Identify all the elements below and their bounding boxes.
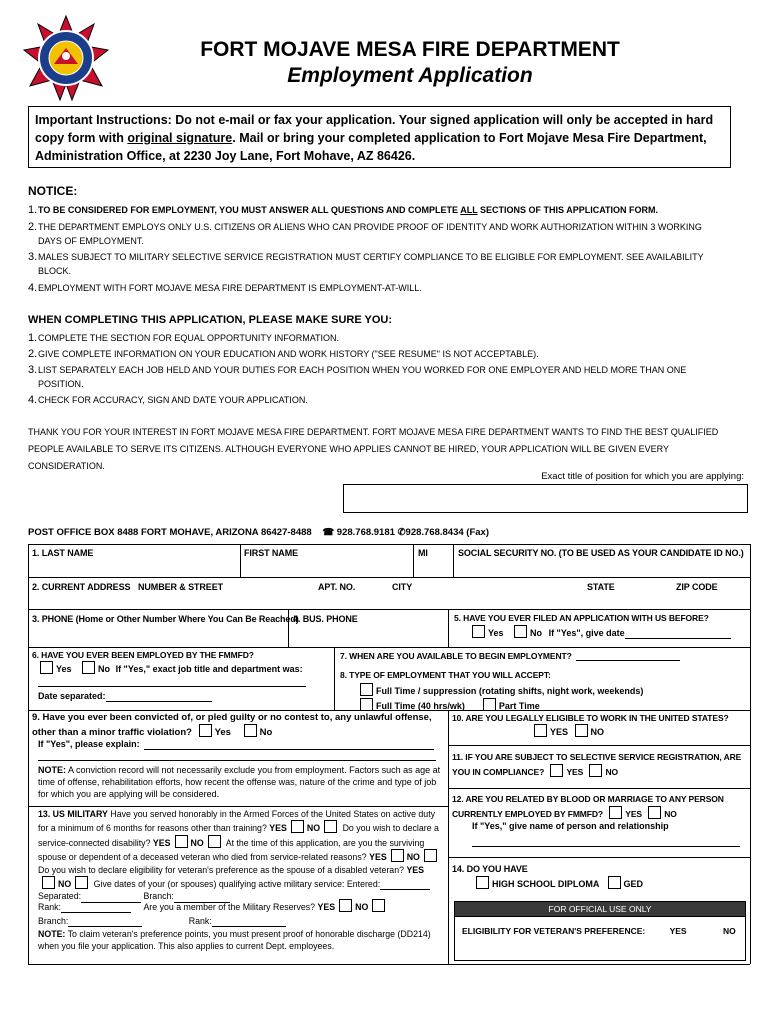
first-name-label: FIRST NAME	[244, 548, 298, 558]
fax-number: 928.768.8434 (Fax)	[405, 527, 489, 538]
q6-job-title-field[interactable]	[38, 685, 306, 687]
q13-spouse-yes-checkbox[interactable]	[391, 849, 404, 862]
fax-icon: ✆	[397, 527, 406, 538]
q9-explain-label: If "Yes", please explain:	[38, 738, 434, 750]
q11-no-checkbox[interactable]	[589, 764, 602, 777]
q7-date-field[interactable]	[576, 650, 680, 661]
q9-explain-field[interactable]	[144, 739, 434, 750]
position-label: Exact title of position for which you are applying:	[541, 471, 744, 482]
q10-yes-checkbox[interactable]	[534, 724, 547, 737]
q6-yes-checkbox[interactable]	[40, 661, 53, 674]
q13-entered-field[interactable]	[380, 880, 430, 890]
q13-reserve-yes-checkbox[interactable]	[339, 899, 352, 912]
instructions-underlined: original signature	[127, 131, 233, 145]
q13-branch-rank-row: Branch: Rank:	[38, 915, 286, 927]
completing-item: 3. LIST SEPARATELY EACH JOB HELD AND YOUR DUTIES FOR EACH POSITION WHEN YOU WORKED FOR ONE EMPLOYER AND HELD MORE THAN ONE POSITION.	[28, 364, 687, 389]
q12-relationship-field[interactable]	[472, 846, 740, 847]
q14-high-school-checkbox[interactable]	[476, 876, 489, 889]
completing-item: 2. GIVE COMPLETE INFORMATION ON YOUR EDUCATION AND WORK HISTORY ("SEE RESUME" IS NOT ACCEPTABLE).	[28, 348, 539, 360]
q11-yes-checkbox[interactable]	[550, 764, 563, 777]
q8-fulltime-40-checkbox[interactable]	[360, 698, 373, 711]
q6-date-label: Date separated:	[38, 690, 212, 702]
q11-label: 11. IF YOU ARE SUBJECT TO SELECTIVE SERVICE REGISTRATION, ARE YOU IN COMPLIANCE? YES NO	[452, 752, 742, 777]
notice-item: 3. MALES SUBJECT TO MILITARY SELECTIVE SERVICE REGISTRATION MUST CERTIFY COMPLIANCE TO BE ELIGIBLE FOR EMPLOYMENT. SEE AVAILABILITY BLOCK.	[28, 251, 704, 276]
state-label: STATE	[587, 582, 615, 592]
q8-fulltime-suppression-checkbox[interactable]	[360, 683, 373, 696]
street-label: NUMBER & STREET	[138, 582, 224, 592]
q9-explain-field-2[interactable]	[38, 760, 436, 761]
q14-label: 14. DO YOU HAVE	[452, 864, 528, 874]
contact-line	[28, 527, 489, 538]
q5-answers: Yes No If "Yes", give date	[468, 625, 731, 639]
q13-disability-no-checkbox[interactable]	[208, 835, 221, 848]
q8-label: 8. TYPE OF EMPLOYMENT THAT YOU WILL ACCEPT:	[340, 670, 551, 680]
phone-icon: ☎	[322, 527, 335, 538]
q7-label: 7. WHEN ARE YOU AVAILABLE TO BEGIN EMPLOYMENT?	[340, 650, 680, 661]
phone-label: 3. PHONE (Home or Other Number Where You Can Be Reached)	[32, 614, 299, 624]
q12-label: 12. ARE YOU RELATED BY BLOOD OR MARRIAGE TO ANY PERSON CURRENTLY EMPLOYED BY FMMFD? YES NO	[452, 794, 724, 819]
q13-spouse-no-checkbox[interactable]	[424, 849, 437, 862]
q12-give-label: If "Yes," give name of person and relationship	[472, 821, 669, 831]
vet-pref-row: ELIGIBILITY FOR VETERAN'S PREFERENCE: YES NO	[462, 926, 736, 936]
vet-pref-no: NO	[722, 926, 736, 936]
q9-yes-checkbox[interactable]	[199, 724, 212, 737]
apt-label: APT. NO.	[318, 582, 356, 592]
notice-item: 4. EMPLOYMENT WITH FORT MOJAVE MESA FIRE DEPARTMENT IS EMPLOYMENT-AT-WILL.	[28, 282, 422, 294]
important-instructions-box	[28, 106, 731, 168]
q13-served-no-checkbox[interactable]	[324, 820, 337, 833]
q12-yes-checkbox[interactable]	[609, 806, 622, 819]
zip-label: ZIP CODE	[676, 582, 718, 592]
q5-date-field[interactable]	[625, 628, 731, 639]
q9-note: NOTE: A conviction record will not necessarily exclude you from employment. Factors such as age at time of offense, rehabilitation efforts, how recent the offense was, nature of the crime and type of job for which you are applying will be considered.	[38, 765, 441, 799]
page-title: FORT MOJAVE MESA FIRE DEPARTMENT	[200, 38, 620, 61]
instructions-tail: . Mail or bring your completed application to Fort Mojave Mesa Fire Department, Administration Office, at 2230 Joy Lane, Fort Mohave, AZ 86426.	[35, 131, 707, 163]
q13-disabled-spouse-yes-checkbox[interactable]	[42, 876, 55, 889]
q13-disability-yes-checkbox[interactable]	[175, 835, 188, 848]
q5-yes-checkbox[interactable]	[472, 625, 485, 638]
completing-item: 1. COMPLETE THE SECTION FOR EQUAL OPPORTUNITY INFORMATION.	[28, 332, 340, 344]
completing-item: 4. CHECK FOR ACCURACY, SIGN AND DATE YOUR APPLICATION.	[28, 394, 308, 406]
phone-number: 928.768.9181	[336, 527, 395, 538]
thank-you-text: THANK YOU FOR YOUR INTEREST IN FORT MOJAVE MESA FIRE DEPARTMENT. FORT MOJAVE MESA FIRE DEPARTMENT WANTS TO FIND THE BEST QUALIFIED PEOPLE AVAILABLE TO SERVE ITS CITIZENS. ALTHOUGH EVERYONE WHO APPLIES CANNOT BE HIRED, YOUR APPLICATION WILL BE GIVEN EVERY CONSIDERATION.	[28, 427, 719, 471]
q14-ged-checkbox[interactable]	[608, 876, 621, 889]
q13-rank-row: Rank: Are you a member of the Military Reserves? YES NO	[38, 899, 388, 913]
q8-options: Full Time / suppression (rotating shifts, night work, weekends) Full Time (40 hrs/wk) Part Time	[356, 683, 643, 713]
q6-label: 6. HAVE YOU EVER BEEN EMPLOYED BY THE FMMFD?	[32, 650, 254, 660]
q10-label: 10. ARE YOU LEGALLY ELIGIBLE TO WORK IN THE UNITED STATES?	[452, 713, 729, 723]
instructions-lead: Important Instructions: Do not e-mail or fax your application. Your signed application will only be accepted in hard copy form with	[35, 113, 714, 145]
notice-list	[28, 202, 740, 296]
official-use-box	[454, 901, 746, 961]
completing-heading: WHEN COMPLETING THIS APPLICATION, PLEASE MAKE SURE YOU:	[28, 314, 393, 326]
middle-initial-label: MI	[418, 548, 428, 558]
department-logo	[22, 14, 110, 102]
q10-no-checkbox[interactable]	[575, 724, 588, 737]
q6-date-field[interactable]	[106, 691, 212, 702]
q9-question: 9. Have you ever been convicted of, or pled guilty or no contest to, any unlawful offense, other than a minor traffic violation? Yes No	[32, 712, 432, 738]
last-name-label: 1. LAST NAME	[32, 548, 94, 558]
q13-rank-field[interactable]	[61, 903, 131, 913]
city-label: CITY	[392, 582, 413, 592]
bus-phone-label: 4. BUS. PHONE	[293, 614, 358, 624]
official-use-header: FOR OFFICIAL USE ONLY	[455, 902, 745, 917]
q6-no-checkbox[interactable]	[82, 661, 95, 674]
q13-note: NOTE: To claim veteran's preference points, you must present proof of honorable discharge (DD214) when you file your application. This also applies to current Dept. employees.	[38, 929, 431, 951]
po-box-address: POST OFFICE BOX 8488 FORT MOHAVE, ARIZONA 86427-8488	[28, 527, 312, 538]
q5-no-checkbox[interactable]	[514, 625, 527, 638]
current-address-label: 2. CURRENT ADDRESS	[32, 582, 131, 592]
ssn-label: SOCIAL SECURITY NO. (TO BE USED AS YOUR CANDIDATE ID NO.)	[458, 548, 744, 558]
q13-disabled-spouse-no-checkbox[interactable]	[75, 876, 88, 889]
q10-answers: YES NO	[530, 724, 604, 738]
q13-military: 13. US MILITARY Have you served honorably in the Armed Forces of the United States on active duty for a minimum of 6 months for reasons other than training? YES NO Do you wish to declare a service-connected disability? YES NO At the time of this application, are you the surviving spouse or dependent of a deceased veteran who died from service-related reasons? YES NO Do you wish to declare eligibility for veteran's preference as the spouse of a disabled veteran? YESNO Give dates of your (or spouses) qualifying active military service: Entered: Separated: Branch:	[38, 809, 439, 902]
q9-no-checkbox[interactable]	[244, 724, 257, 737]
page-subtitle: Employment Application	[287, 64, 533, 87]
completing-list	[28, 331, 740, 407]
notice-item: 2. THE DEPARTMENT EMPLOYS ONLY U.S. CITIZENS OR ALIENS WHO CAN PROVIDE PROOF OF IDENTITY AND WORK AUTHORIZATION WITHIN 3 WORKING DAYS OF EMPLOYMENT.	[28, 221, 702, 246]
q13-reserve-no-checkbox[interactable]	[372, 899, 385, 912]
vet-pref-yes: YES	[669, 926, 687, 936]
q6-answers: Yes No If "Yes," exact job title and department was:	[36, 661, 303, 675]
position-input[interactable]	[343, 484, 748, 513]
q5-label: 5. HAVE YOU EVER FILED AN APPLICATION WITH US BEFORE?	[454, 613, 709, 623]
q13-reserve-branch-field[interactable]	[68, 917, 142, 927]
notice-item: 1. TO BE CONSIDERED FOR EMPLOYMENT, YOU MUST ANSWER ALL QUESTIONS AND COMPLETE ALL SECTIONS OF THIS APPLICATION FORM.	[28, 204, 659, 216]
q14-options: HIGH SCHOOL DIPLOMA GED	[472, 876, 643, 890]
q8-parttime-checkbox[interactable]	[483, 698, 496, 711]
notice-heading: NOTICE:	[28, 184, 78, 198]
q13-served-yes-checkbox[interactable]	[291, 820, 304, 833]
q13-reserve-rank-field[interactable]	[212, 917, 286, 927]
q12-no-checkbox[interactable]	[648, 806, 661, 819]
